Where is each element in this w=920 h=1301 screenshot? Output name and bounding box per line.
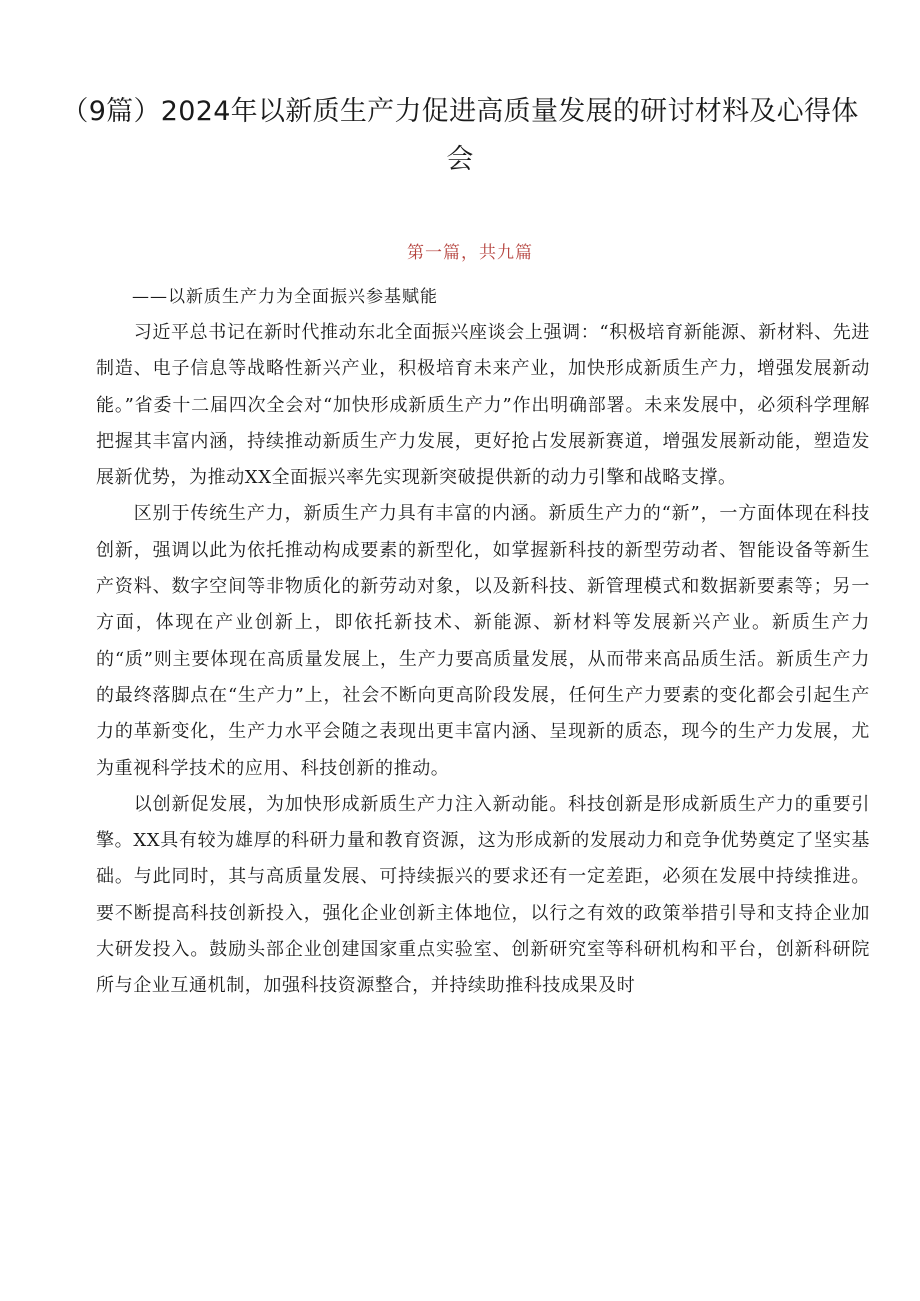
paragraph: 以创新促发展，为加快形成新质生产力注入新动能。科技创新是形成新质生产力的重要引擎。XX具有较为雄厚的科研力量和教育资源，这为形成新的发展动力和竞争优势奠定了坚实基础。与此同时，其与高质量发展、可持续振兴的要求还有一定差距，必须在发展中持续推进。要不断提高科技创新投入，强化企业创新主体地位，以行之有效的政策举措引导和支持企业加大研发投入。鼓励头部企业创建国家重点实验室、创新研究室等科研机构和平台，创新科研院所与企业互通机制，加强科技资源整合，并持续助推科技成果及时 [96,793,870,997]
section-heading: 第一篇，共九篇 [407,243,533,263]
document-title: （9篇）2024年以新质生产力促进高质量发展的研讨材料及心得体会 [61,96,859,175]
paragraph: 习近平总书记在新时代推动东北全面振兴座谈会上强调：“积极培育新能源、新材料、先进制造、电子信息等战略性新兴产业，积极培育未来产业，加快形成新质生产力，增强发展新动能。”省委十二届四次全会对“加快形成新质生产力”作出明确部署。未来发展中，必须科学理解把握其丰富内涵，持续推动新质生产力发展，更好抢占发展新赛道，增强发展新动能，塑造发展新优势，为推动XX全面振兴率先实现新突破提供新的动力引擎和战略支撑。 [96,322,870,489]
paragraph: 区别于传统生产力，新质生产力具有丰富的内涵。新质生产力的“新”，一方面体现在科技创新，强调以此为依托推动构成要素的新型化，如掌握新科技的新型劳动者、智能设备等新生产资料、数字空间等非物质化的新劳动对象，以及新科技、新管理模式和数据新要素等；另一方面，体现在产业创新上，即依托新技术、新能源、新材料等发展新兴产业。新质生产力的“质”则主要体现在高质量发展上，生产力要高质量发展，从而带来高品质生活。新质生产力的最终落脚点在“生产力”上，社会不断向更高阶段发展，任何生产力要素的变化都会引起生产力的革新变化，生产力水平会随之表现出更丰富内涵、呈现新的质态，现今的生产力发展，尤为重视科学技术的应用、科技创新的推动。 [96,503,870,779]
section-subtitle: ——以新质生产力为全面振兴参基赋能 [132,287,438,307]
document-body [96,315,870,1005]
